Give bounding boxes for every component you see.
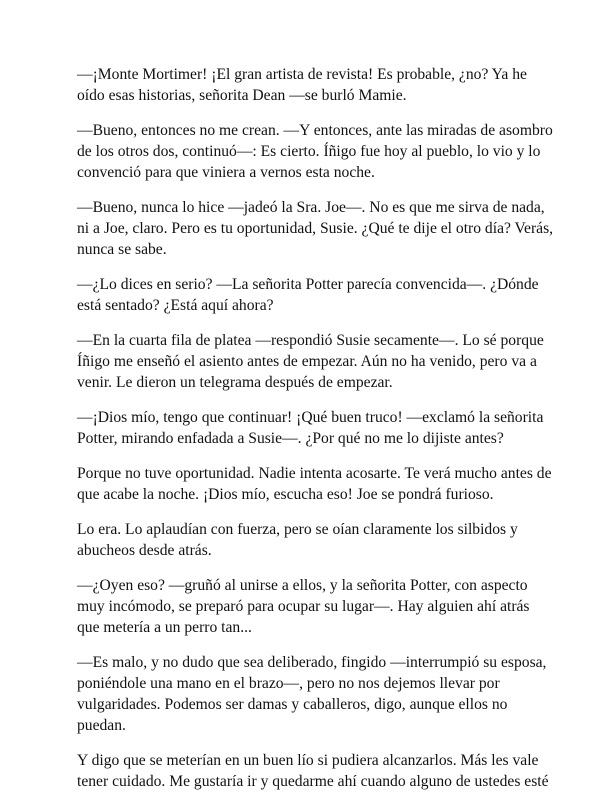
paragraph-5 — [77, 330, 544, 393]
text-line: tener cuidado. Me gustaría ir y quedarme ahí cuando alguno de ustedes esté — [77, 773, 549, 790]
text-line: está sentado? ¿Está aquí ahora? — [77, 297, 274, 314]
text-line: de los otros dos, continuó—: Es cierto. Íñigo fue hoy al pueblo, lo vio y lo — [77, 143, 541, 160]
paragraph-9 — [77, 575, 533, 638]
text-line: —¿Lo dices en serio? —La señorita Potter parecía convencida—. ¿Dónde — [77, 276, 539, 293]
text-line: vulgaridades. Podemos ser damas y caballeros, digo, aunque ellos no — [77, 696, 508, 713]
paragraph-6 — [77, 407, 544, 449]
text-line: —¡Dios mío, tengo que continuar! ¡Qué buen truco! —exclamó la señorita — [77, 409, 544, 426]
text-line: poniéndole una mano en el brazo—, pero no nos dejemos llevar por — [77, 675, 500, 692]
paragraph-3 — [77, 197, 554, 260]
text-line: —Bueno, nunca lo hice —jadeó la Sra. Joe—. No es que me sirva de nada, — [77, 199, 545, 216]
text-line: oído esas historias, señorita Dean —se burló Mamie. — [77, 87, 407, 104]
text-line: Lo era. Lo aplaudían con fuerza, pero se oían claramente los silbidos y — [77, 521, 518, 538]
text-line: venir. Le dieron un telegrama después de empezar. — [77, 374, 393, 391]
text-line: Y digo que se meterían en un buen lío si pudiera alcanzarlos. Más les vale — [77, 752, 539, 769]
paragraph-8 — [77, 519, 533, 561]
text-line: que acabe la noche. ¡Dios mío, escucha eso! Joe se pondrá furioso. — [77, 486, 494, 503]
text-line: puedan. — [77, 717, 126, 734]
document-page — [77, 64, 554, 806]
text-line: convenció para que viniera a vernos esta noche. — [77, 164, 375, 181]
paragraph-11 — [77, 750, 549, 792]
paragraph-2 — [77, 120, 553, 183]
text-line: muy incómodo, se preparó para ocupar su lugar—. Hay alguien ahí atrás — [77, 598, 530, 615]
paragraph-4 — [77, 274, 539, 316]
text-line: abucheos desde atrás. — [77, 542, 212, 559]
text-line: ni a Joe, claro. Pero es tu oportunidad, Susie. ¿Qué te dije el otro día? Verás, — [77, 220, 554, 237]
text-line: —Bueno, entonces no me crean. —Y entonces, ante las miradas de asombro — [77, 122, 553, 139]
text-line: nunca se sabe. — [77, 241, 167, 258]
text-line: Potter, mirando enfadada a Susie—. ¿Por qué no me lo dijiste antes? — [77, 430, 504, 447]
text-line: Íñigo me enseñó el asiento antes de empezar. Aún no ha venido, pero va a — [77, 353, 537, 370]
text-line: —¡Monte Mortimer! ¡El gran artista de revista! Es probable, ¿no? Ya he — [77, 66, 527, 83]
paragraph-10 — [77, 652, 547, 736]
paragraph-1 — [77, 64, 533, 106]
text-line: —En la cuarta fila de platea —respondió Susie secamente—. Lo sé porque — [77, 332, 544, 349]
text-line: —Es malo, y no dudo que sea deliberado, fingido —interrumpió su esposa, — [77, 654, 547, 671]
text-line: Porque no tuve oportunidad. Nadie intenta acosarte. Te verá mucho antes de — [77, 465, 552, 482]
text-line: que metería a un perro tan... — [77, 619, 252, 636]
paragraph-7 — [77, 463, 552, 505]
text-line: —¿Oyen eso? —gruñó al unirse a ellos, y la señorita Potter, con aspecto — [77, 577, 528, 594]
